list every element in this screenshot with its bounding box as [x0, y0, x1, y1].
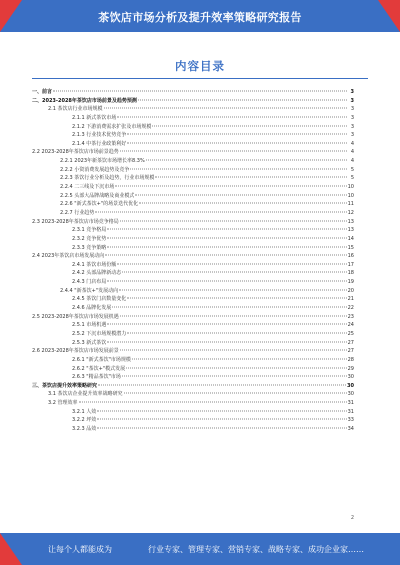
toc-leader-dots — [98, 383, 346, 385]
toc-leader-dots — [107, 245, 346, 247]
toc-entry-page: 5 — [350, 175, 354, 182]
toc-entry[interactable] — [32, 174, 354, 183]
toc-entry-page: 3 — [350, 123, 354, 130]
toc-leader-dots — [107, 323, 346, 325]
toc-entry-page: 27 — [347, 339, 354, 346]
toc-entry-title: 2.2.6 "新式茶饮+"的场景迭代优化 — [60, 201, 139, 208]
toc-entry[interactable] — [32, 261, 354, 270]
toc-entry-page: 27 — [347, 348, 354, 355]
toc-leader-dots — [107, 280, 346, 282]
toc-leader-dots — [117, 262, 346, 264]
toc-entry[interactable] — [32, 304, 354, 313]
toc-entry-title: 2.1 茶饮店行业市场规模 — [48, 106, 103, 113]
toc-entry[interactable] — [32, 313, 354, 322]
toc-entry-title: 2.5 2023-2028年茶饮店市场发展机遇 — [32, 313, 119, 320]
toc-entry[interactable] — [32, 97, 354, 106]
report-header — [0, 0, 400, 32]
toc-entry[interactable] — [32, 148, 354, 157]
toc-entry[interactable] — [32, 209, 354, 218]
toc-entry[interactable] — [32, 390, 354, 399]
toc-entry-title: 2.1.2 下游消费需求扩张及市场规模 — [72, 123, 152, 130]
toc-title: 内容目录 — [175, 59, 225, 73]
toc-leader-dots — [139, 202, 347, 204]
toc-entry-page: 20 — [347, 287, 354, 294]
toc-entry-title: 2.4.1 茶饮市场份额 — [72, 261, 117, 268]
toc-entry[interactable] — [32, 347, 354, 356]
toc-entry-page: 10 — [347, 184, 354, 191]
toc-entry[interactable] — [32, 235, 354, 244]
toc-entry-title: 2.4.3 门店布局 — [72, 279, 107, 286]
toc-entry-title: 三、茶饮店提升效率策略研究 — [32, 382, 98, 389]
toc-entry-title: 2.6.3 "精品茶饮"市场 — [72, 374, 121, 381]
toc-entry-title: 2.5.1 市场机遇 — [72, 322, 107, 329]
toc-entry-title: 2.4.2 头部品牌新动态 — [72, 270, 122, 277]
toc-divider — [32, 78, 368, 79]
toc-entry-page: 12 — [347, 209, 354, 216]
toc-leader-dots — [146, 159, 347, 161]
toc-entry-page: 3 — [350, 106, 354, 113]
toc-leader-dots — [105, 254, 346, 256]
toc-entry-page: 31 — [347, 400, 354, 407]
toc-entry-page: 4 — [350, 158, 354, 165]
toc-entry-title: 2.2 2023-2028年茶饮店市场前景趋势 — [32, 149, 119, 156]
toc-entry-page: 13 — [347, 218, 354, 225]
toc-entry-page: 3 — [350, 132, 354, 139]
toc-entry-page: 23 — [347, 313, 354, 320]
toc-leader-dots — [97, 426, 346, 428]
toc-entry-title: 2.1.4 中茶行业政策利好 — [72, 140, 127, 147]
toc-entry-page: 21 — [347, 296, 354, 303]
toc-leader-dots — [152, 124, 347, 126]
toc-leader-dots — [95, 210, 346, 212]
toc-leader-dots — [130, 167, 347, 169]
toc-leader-dots — [126, 366, 347, 368]
toc-entry-page: 25 — [347, 330, 354, 337]
toc-entry-title: 2.2.7 行业趋势 — [60, 209, 95, 216]
toc-entry-title: 2.3.1 竞争格局 — [72, 227, 107, 234]
toc-entry-page: 13 — [347, 227, 354, 234]
toc-entry-page: 30 — [347, 374, 354, 381]
toc-entry-page: 3 — [350, 89, 354, 95]
toc-entry-page: 19 — [347, 279, 354, 286]
toc-entry-title: 二、2023-2028年茶饮店市场前景及趋势预测 — [32, 97, 137, 104]
toc-entry-page: 24 — [347, 322, 354, 329]
toc-entry-title: 2.2.5 头部大品牌战略及商业模式 — [60, 192, 135, 199]
toc-entry[interactable] — [32, 382, 354, 391]
toc-entry[interactable] — [32, 330, 354, 339]
report-footer — [0, 533, 400, 565]
toc-entry[interactable] — [32, 140, 354, 149]
toc-leader-dots — [120, 349, 347, 351]
toc-entry-page: 29 — [347, 365, 354, 372]
toc-entry[interactable] — [32, 123, 354, 132]
toc-entry-title: 2.4.6 品牌化发展 — [72, 305, 112, 312]
toc-entry-title: 3.2.2 坪效 — [72, 417, 97, 424]
toc-entry-title: 一、前言 — [32, 89, 53, 95]
toc-entry-title: 2.1.3 行业技术优势竞争 — [72, 132, 127, 139]
toc-leader-dots — [127, 133, 347, 135]
toc-leader-dots — [120, 150, 347, 152]
toc-entry[interactable] — [32, 278, 354, 287]
toc-entry-title: 3.2.3 品效 — [72, 425, 97, 432]
toc-leader-dots — [138, 98, 347, 100]
toc-leader-dots — [135, 193, 346, 195]
toc-entry[interactable] — [32, 252, 354, 261]
toc-entry-page: 34 — [347, 425, 354, 432]
toc-entry[interactable] — [32, 356, 354, 365]
toc-entry[interactable] — [32, 105, 354, 114]
toc-entry-page: 17 — [347, 261, 354, 268]
toc-entry-title: 2.2.3 茶饮行业分析及趋势，行业市场规模 — [60, 175, 155, 182]
toc-leader-dots — [97, 418, 346, 420]
toc-entry-title: 2.2.2 小资消费发展趋势及竞争 — [60, 166, 130, 173]
toc-entry-title: 3.2 管理效率 — [48, 400, 78, 407]
toc-leader-dots — [79, 401, 347, 403]
toc-entry-title: 3.2.1 人效 — [72, 408, 97, 415]
toc-leader-dots — [107, 340, 346, 342]
toc-entry[interactable] — [32, 399, 354, 408]
toc-entry-title: 2.4.4 "新茶饮+"发展动向 — [60, 287, 119, 294]
toc-entry-page: 16 — [347, 253, 354, 260]
toc-leader-dots — [155, 176, 347, 178]
toc-entry[interactable] — [32, 131, 354, 140]
toc-entry-title: 2.5.3 新式茶饮 — [72, 339, 107, 346]
toc-entry[interactable] — [32, 365, 354, 374]
toc-entry-title: 2.4.5 茶饮门店数量变化 — [72, 296, 127, 303]
toc-entry-title: 2.2.4 二三线及下沉市场 — [60, 184, 115, 191]
toc-entry[interactable] — [32, 416, 354, 425]
toc-entry-page: 30 — [347, 391, 354, 398]
footer-audience: 行业专家、管理专家、营销专家、战略专家、成功企业家…… — [148, 545, 364, 554]
toc-entry-page: 14 — [347, 235, 354, 242]
toc-leader-dots — [53, 90, 347, 92]
toc-leader-dots — [124, 392, 347, 394]
toc-entry[interactable] — [32, 373, 354, 382]
toc-entry[interactable] — [32, 218, 354, 227]
toc-entry-page: 4 — [350, 149, 354, 156]
toc-entry-title: 2.1.1 新式茶饮市场 — [72, 114, 117, 121]
toc-leader-dots — [120, 219, 347, 221]
toc-entry-page: 18 — [347, 270, 354, 277]
toc-entry[interactable] — [32, 244, 354, 253]
toc-leader-dots — [107, 236, 346, 238]
toc-leader-dots — [97, 409, 346, 411]
toc-leader-dots — [117, 115, 347, 117]
toc-entry[interactable] — [32, 425, 354, 434]
toc-entry-title: 2.6.1 "新式茶饮"市场规模 — [72, 356, 131, 363]
toc-entry-title: 2.6 2023-2028年茶饮店市场发展前景 — [32, 348, 119, 355]
toc-entry[interactable] — [32, 88, 354, 97]
toc-leader-dots — [127, 331, 346, 333]
toc-leader-dots — [127, 297, 346, 299]
toc-entry[interactable] — [32, 408, 354, 417]
toc-entry-title: 2.3.2 竞争优势 — [72, 235, 107, 242]
toc-entry-page: 5 — [350, 166, 354, 173]
page-number: 2 — [350, 515, 354, 521]
toc-leader-dots — [112, 306, 346, 308]
toc-entry-page: 11 — [347, 201, 354, 208]
toc-entry[interactable] — [32, 287, 354, 296]
toc-entry[interactable] — [32, 269, 354, 278]
table-of-contents — [32, 88, 354, 434]
toc-entry[interactable] — [32, 166, 354, 175]
toc-entry[interactable] — [32, 200, 354, 209]
toc-entry-page: 31 — [347, 408, 354, 415]
report-title: 茶饮店市场分析及提升效率策略研究报告 — [98, 11, 302, 24]
toc-entry-title: 2.5.2 下沉市场规模潜力 — [72, 330, 127, 337]
toc-leader-dots — [122, 375, 347, 377]
toc-entry-page: 28 — [347, 356, 354, 363]
toc-entry-page: 15 — [347, 244, 354, 251]
toc-leader-dots — [122, 271, 346, 273]
toc-entry[interactable] — [32, 114, 354, 123]
toc-entry[interactable] — [32, 226, 354, 235]
toc-leader-dots — [120, 314, 347, 316]
toc-leader-dots — [107, 228, 346, 230]
toc-entry-title: 2.3 2023-2028年茶饮店市场竞争格局 — [32, 218, 119, 225]
footer-corner — [0, 533, 22, 565]
toc-leader-dots — [104, 107, 347, 109]
toc-leader-dots — [119, 288, 347, 290]
footer-slogan: 让每个人都能成为 — [48, 545, 112, 554]
toc-entry-page: 30 — [347, 382, 354, 389]
toc-entry-title: 2.4 2023年茶饮店市场发展动向 — [32, 253, 105, 260]
toc-entry[interactable] — [32, 321, 354, 330]
toc-entry[interactable] — [32, 192, 354, 201]
toc-entry-title: 2.6.2 "茶饮+"模式发展 — [72, 365, 126, 372]
toc-leader-dots — [127, 141, 347, 143]
toc-entry-page: 4 — [350, 140, 354, 147]
toc-entry-page: 33 — [347, 417, 354, 424]
toc-entry-page: 3 — [350, 97, 354, 104]
toc-entry[interactable] — [32, 157, 354, 166]
toc-entry[interactable] — [32, 183, 354, 192]
toc-leader-dots — [115, 185, 346, 187]
toc-leader-dots — [132, 357, 347, 359]
toc-entry-title: 3.1 茶饮店企业提升效率战略研究 — [48, 391, 123, 398]
toc-entry-title: 2.3.3 竞争策略 — [72, 244, 107, 251]
toc-entry-title: 2.2.1 2023年新茶饮市场增长率8.3% — [60, 158, 145, 165]
toc-entry-page: 10 — [347, 192, 354, 199]
toc-entry[interactable] — [32, 295, 354, 304]
toc-entry-page: 3 — [350, 114, 354, 121]
toc-entry-page: 22 — [347, 305, 354, 312]
toc-entry[interactable] — [32, 339, 354, 348]
